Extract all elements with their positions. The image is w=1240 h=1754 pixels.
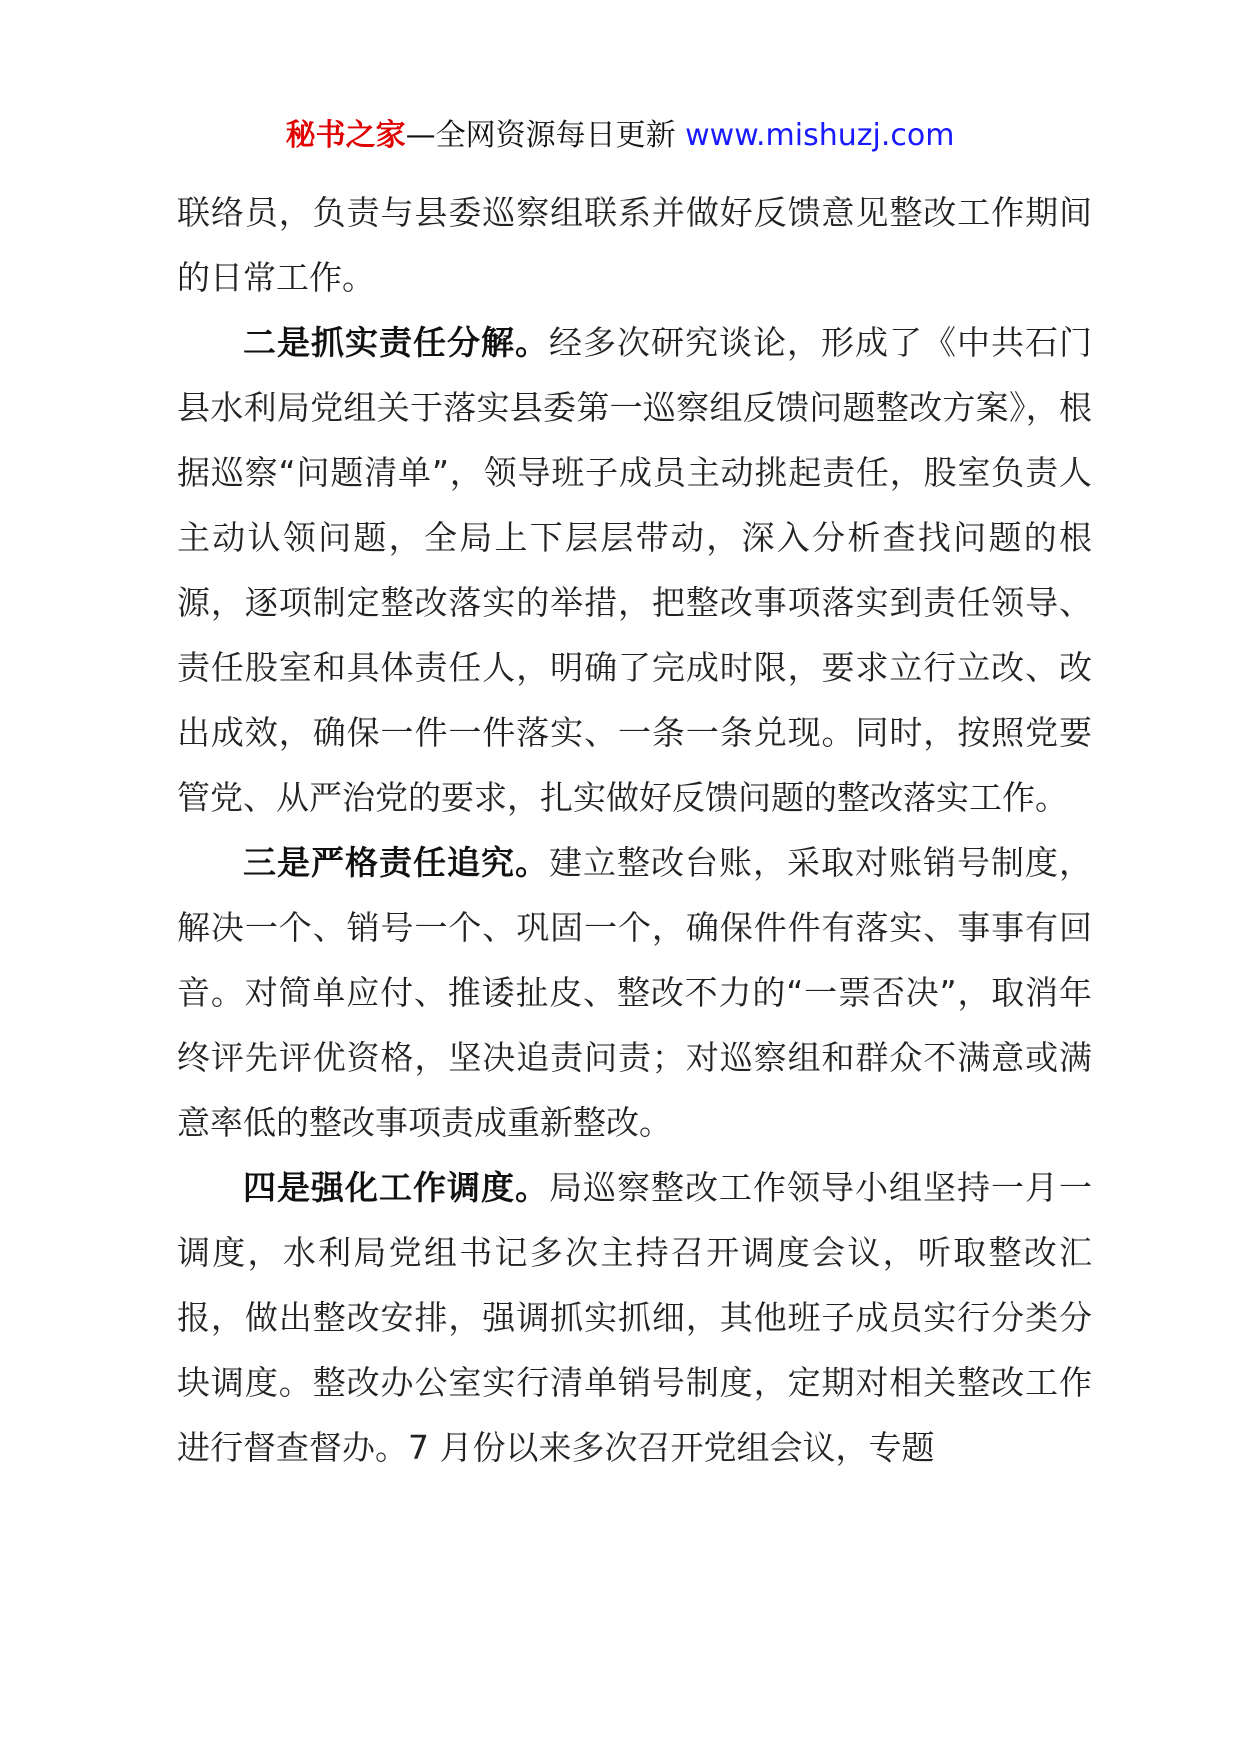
paragraph-heading: 二是抓实责任分解。 — [243, 323, 549, 362]
paragraph-responsibility-breakdown — [177, 310, 1092, 830]
brand-name: 秘书之家 — [285, 118, 406, 153]
document-body — [177, 180, 1092, 1480]
header-slogan: —全网资源每日更新 — [405, 118, 676, 153]
paragraph-text: 经多次研究谈论，形成了《中共石门县水利局党组关于落实县委第一巡察组反馈问题整改方案》，根据巡察“问题清单”，领导班子成员主动挑起责任，股室负责人主动认领问题，全局上下层层带动，深入分析查找问题的根源，逐项制定整改落实的举措，把整改事项落实到责任领导、责任股室和具体责任人，明确了完成时限，要求立行立改、改出成效，确保一件一件落实、一条一条兑现。同时，按照党要管党、从严治党的要求，扎实做好反馈问题的整改落实工作。 — [177, 323, 1092, 817]
paragraph-text: 局巡察整改工作领导小组坚持一月一调度，水利局党组书记多次主持召开调度会议，听取整改汇报，做出整改安排，强调抓实抓细，其他班子成员实行分类分块调度。整改办公室实行清单销号制度，定期对相关整改工作进行督查督办。7 月份以来多次召开党组会议，专题 — [177, 1168, 1092, 1467]
paragraph-heading: 三是严格责任追究。 — [243, 843, 549, 882]
paragraph-continuation — [177, 180, 1092, 310]
paragraph-accountability — [177, 830, 1092, 1155]
paragraph-text: 联络员，负责与县委巡察组联系并做好反馈意见整改工作期间的日常工作。 — [177, 193, 1092, 297]
paragraph-text: 建立整改台账，采取对账销号制度，解决一个、销号一个、巩固一个，确保件件有落实、事事有回音。对简单应付、推诿扯皮、整改不力的“一票否决”，取消年终评先评优资格，坚决追责问责；对巡察组和群众不满意或满意率低的整改事项责成重新整改。 — [177, 843, 1092, 1142]
paragraph-work-scheduling — [177, 1155, 1092, 1480]
paragraph-heading: 四是强化工作调度。 — [243, 1168, 549, 1207]
website-link[interactable]: www.mishuzj.com — [685, 118, 955, 153]
page-header — [0, 112, 1240, 160]
